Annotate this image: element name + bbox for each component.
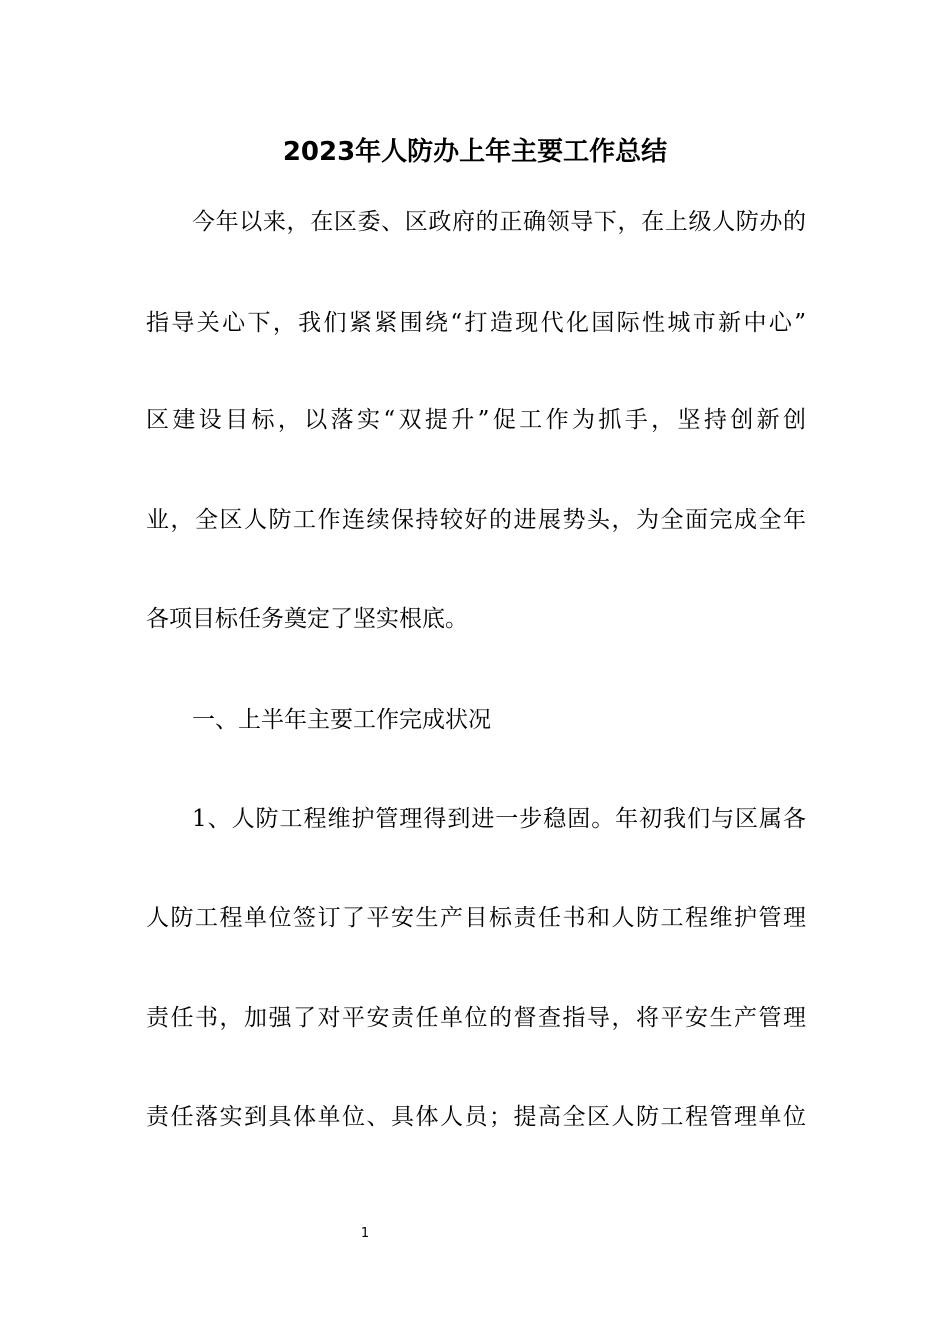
paragraph-line: 业，全区人防工作连续保持较好的进展势头，为全面完成全年 xyxy=(146,507,806,533)
page-number: 1 xyxy=(360,1226,370,1241)
paragraph-line: 人防工程单位签订了平安生产目标责任书和人防工程维护管理 xyxy=(146,905,806,931)
section-heading: 一、上半年主要工作完成状况 xyxy=(192,707,491,733)
paragraph-line: 责任落实到具体单位、具体人员；提高全区人防工程管理单位 xyxy=(146,1104,806,1130)
paragraph-line: 各项目标任务奠定了坚实根底。 xyxy=(146,606,468,632)
document-title: 2023年人防办上年主要工作总结 xyxy=(282,137,668,167)
paragraph-line: 责任书，加强了对平安责任单位的督查指导，将平安生产管理 xyxy=(146,1005,806,1031)
paragraph-line: 指导关心下，我们紧紧围绕“打造现代化国际性城市新中心” xyxy=(146,310,806,336)
paragraph-line: 区建设目标，以落实“双提升”促工作为抓手，坚持创新创 xyxy=(146,407,806,433)
paragraph-line: 今年以来，在区委、区政府的正确领导下，在上级人防办的 xyxy=(192,209,806,235)
paragraph-line: 1、人防工程维护管理得到进一步稳固。年初我们与区属各 xyxy=(192,806,806,832)
